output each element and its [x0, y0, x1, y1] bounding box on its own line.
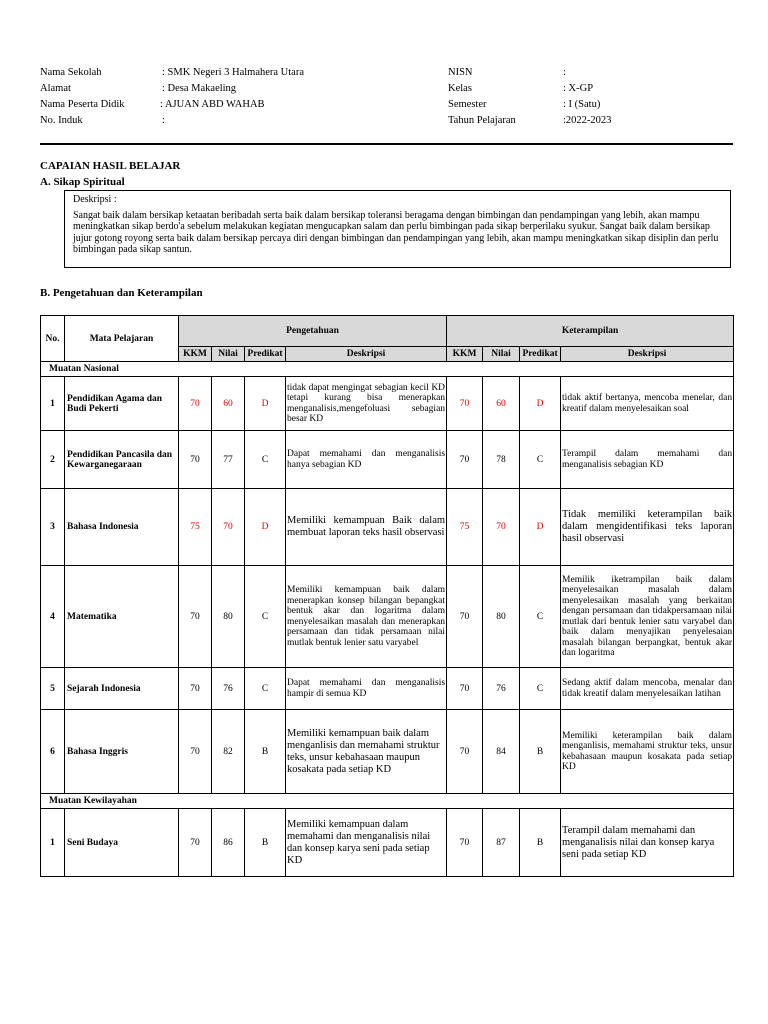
- info-label: Kelas: [448, 83, 472, 94]
- table-row: [41, 809, 734, 877]
- p-kkm: 70: [179, 809, 212, 877]
- p-predikat: B: [245, 809, 286, 877]
- info-row-address: [40, 81, 304, 97]
- col-header-predikat: Predikat: [245, 347, 286, 362]
- info-label: Tahun Pelajaran: [448, 115, 516, 126]
- info-label: Semester: [448, 99, 487, 110]
- k-deskripsi: tidak aktif bertanya, mencoba menelar, dan kreatif dalam menyelesaikan soal: [561, 377, 734, 431]
- table-row: [41, 566, 734, 668]
- p-deskripsi: Memiliki kemampuan baik dalam menerapkan konsep bilangan bepangkat bentuk akar dan logaritma dalam menyelesaikan masalah dan menerapkan persamaan dan tidak persamaan nilai mutlak bentuk lenier satu varyabel: [286, 566, 447, 668]
- info-label: Nama Sekolah: [40, 67, 102, 78]
- col-header-nilai: Nilai: [483, 347, 520, 362]
- info-row-class: [448, 81, 611, 97]
- k-nilai: 78: [483, 431, 520, 489]
- k-nilai: 70: [483, 489, 520, 566]
- info-label: Nama Peserta Didik: [40, 99, 125, 110]
- sikap-description-box: [64, 190, 731, 268]
- info-value: : AJUAN ABD WAHAB: [160, 99, 265, 110]
- student-info-right: [448, 65, 611, 129]
- p-kkm: 70: [179, 431, 212, 489]
- k-kkm: 70: [447, 668, 483, 710]
- p-predikat: B: [245, 710, 286, 794]
- subject-name: Sejarah Indonesia: [65, 668, 179, 710]
- section-title: CAPAIAN HASIL BELAJAR: [40, 160, 181, 172]
- p-nilai: 77: [212, 431, 245, 489]
- description-text: Sangat baik dalam bersikap ketaatan beribadah serta baik dalam bersikap toleransi beragama dengan bimbingan dan pendampingan yang lebih, akan mampu meningkatkan sikap berdo'a sebelum melakukan kegiatan mengucapkan salam dan perlu bimbingan pada sikap berperilaku syukur. Sangat baik dalam bersikap jujur gotong royong serta baik dalam bersikap percaya diri dengan bimbingan dan pendampingan yang lebih, akan mampu meningkatkan sikap disiplin dan perlu bimbingan pada sikap santun.: [73, 209, 719, 255]
- k-predikat: B: [520, 809, 561, 877]
- p-deskripsi: Dapat memahami dan menganalisis hampir di semua KD: [286, 668, 447, 710]
- info-row-school: [40, 65, 304, 81]
- info-row-nisn: [448, 65, 611, 81]
- row-number: 4: [41, 566, 65, 668]
- p-nilai: 60: [212, 377, 245, 431]
- student-info-left: [40, 65, 304, 129]
- info-row-year: [448, 113, 611, 129]
- k-kkm: 70: [447, 710, 483, 794]
- p-kkm: 70: [179, 710, 212, 794]
- p-predikat: D: [245, 377, 286, 431]
- k-deskripsi: Memiliki keterampilan baik dalam menganlisis, memahami struktur teks, unsur kebahasaan maupun kosakata pada setiap KD: [561, 710, 734, 794]
- k-nilai: 87: [483, 809, 520, 877]
- k-deskripsi: Memilik iketrampilan baik dalam menyelesaikan masalah dalam menyelesaikan masalah yang berkaitan dengan persamaan dan tidakpersamaan nilai mutlak dari bentuk lenier satu varyabel dan baik dalam menyajikan penyelesaian masalah bilangan berpangkat, bentuk akar dan logaritma: [561, 566, 734, 668]
- p-deskripsi: Memiliki kemampuan baik dalam menganlisis dan memahami struktur teks, unsur kebahasaan maupun kosakata pada setiap KD: [286, 710, 447, 794]
- k-nilai: 76: [483, 668, 520, 710]
- subject-name: Seni Budaya: [65, 809, 179, 877]
- row-number: 2: [41, 431, 65, 489]
- info-row-student-name: [40, 97, 304, 113]
- section-row-kewilayahan: Muatan Kewilayahan: [41, 794, 734, 809]
- p-predikat: C: [245, 431, 286, 489]
- p-kkm: 75: [179, 489, 212, 566]
- k-predikat: D: [520, 489, 561, 566]
- info-value: : SMK Negeri 3 Halmahera Utara: [162, 67, 304, 78]
- col-header-no: No.: [41, 316, 65, 362]
- p-kkm: 70: [179, 377, 212, 431]
- info-value: : I (Satu): [563, 99, 601, 110]
- k-nilai: 80: [483, 566, 520, 668]
- k-predikat: C: [520, 566, 561, 668]
- p-deskripsi: Memiliki kemampuan dalam memahami dan menganalisis nilai dan konsep karya seni pada setiap KD: [286, 809, 447, 877]
- col-header-nilai: Nilai: [212, 347, 245, 362]
- info-value: :: [162, 115, 165, 126]
- k-deskripsi: Terampil dalam memahami dan menganalisis sebagian KD: [561, 431, 734, 489]
- info-label: No. Induk: [40, 115, 83, 126]
- k-predikat: C: [520, 431, 561, 489]
- k-nilai: 60: [483, 377, 520, 431]
- subject-name: Bahasa Indonesia: [65, 489, 179, 566]
- info-value: :2022-2023: [563, 115, 612, 126]
- description-label: Deskripsi :: [73, 194, 117, 205]
- row-number: 6: [41, 710, 65, 794]
- k-predikat: C: [520, 668, 561, 710]
- p-nilai: 86: [212, 809, 245, 877]
- p-nilai: 82: [212, 710, 245, 794]
- p-nilai: 70: [212, 489, 245, 566]
- group-header-keterampilan: Keterampilan: [447, 316, 734, 347]
- p-predikat: D: [245, 489, 286, 566]
- col-header-deskripsi: Deskripsi: [561, 347, 734, 362]
- k-deskripsi: Sedang aktif dalam mencoba, menalar dan tidak kreatif dalam menyelesaikan latihan: [561, 668, 734, 710]
- info-row-semester: [448, 97, 611, 113]
- col-header-kkm: KKM: [447, 347, 483, 362]
- row-number: 1: [41, 809, 65, 877]
- k-kkm: 70: [447, 566, 483, 668]
- info-value: : Desa Makaeling: [162, 83, 237, 94]
- info-label: NISN: [448, 67, 473, 78]
- table-row: [41, 489, 734, 566]
- k-nilai: 84: [483, 710, 520, 794]
- p-deskripsi: Memiliki kemampuan Baik dalam membuat laporan teks hasil observasi: [286, 489, 447, 566]
- k-kkm: 75: [447, 489, 483, 566]
- p-nilai: 76: [212, 668, 245, 710]
- table-row: [41, 710, 734, 794]
- row-number: 1: [41, 377, 65, 431]
- group-header-pengetahuan: Pengetahuan: [179, 316, 447, 347]
- subject-name: Pendidikan Pancasila dan Kewarganegaraan: [65, 431, 179, 489]
- row-number: 3: [41, 489, 65, 566]
- p-predikat: C: [245, 566, 286, 668]
- table-row: [41, 668, 734, 710]
- sikap-heading: A. Sikap Spiritual: [40, 176, 125, 188]
- subject-name: Pendidikan Agama dan Budi Pekerti: [65, 377, 179, 431]
- section-row-nasional: Muatan Nasional: [41, 362, 734, 377]
- table-row: [41, 377, 734, 431]
- row-number: 5: [41, 668, 65, 710]
- col-header-predikat: Predikat: [520, 347, 561, 362]
- p-nilai: 80: [212, 566, 245, 668]
- subject-name: Matematika: [65, 566, 179, 668]
- col-header-deskripsi: Deskripsi: [286, 347, 447, 362]
- k-kkm: 70: [447, 809, 483, 877]
- info-label: Alamat: [40, 83, 71, 94]
- info-value: :: [563, 67, 566, 78]
- p-kkm: 70: [179, 566, 212, 668]
- k-deskripsi: Terampil dalam memahami dan menganalisis nilai dan konsep karya seni pada setiap KD: [561, 809, 734, 877]
- info-value: : X-GP: [563, 83, 594, 94]
- p-deskripsi: Dapat memahami dan menganalisis hanya sebagian KD: [286, 431, 447, 489]
- k-predikat: D: [520, 377, 561, 431]
- pengetahuan-heading: B. Pengetahuan dan Keterampilan: [40, 287, 203, 299]
- k-kkm: 70: [447, 377, 483, 431]
- col-header-kkm: KKM: [179, 347, 212, 362]
- table-row: [41, 431, 734, 489]
- k-kkm: 70: [447, 431, 483, 489]
- k-predikat: B: [520, 710, 561, 794]
- info-row-induk: [40, 113, 304, 129]
- subject-name: Bahasa Inggris: [65, 710, 179, 794]
- p-kkm: 70: [179, 668, 212, 710]
- header-divider: [40, 143, 733, 145]
- grades-table: [40, 315, 734, 877]
- k-deskripsi: Tidak memiliki keterampilan baik dalam mengidentifikasi teks laporan hasil observasi: [561, 489, 734, 566]
- p-predikat: C: [245, 668, 286, 710]
- p-deskripsi: tidak dapat mengingat sebagian kecil KD tetapi kurang bisa menerapkan menganalisis,mengefoluasi sebagian besar KD: [286, 377, 447, 431]
- col-header-subject: Mata Pelajaran: [65, 316, 179, 362]
